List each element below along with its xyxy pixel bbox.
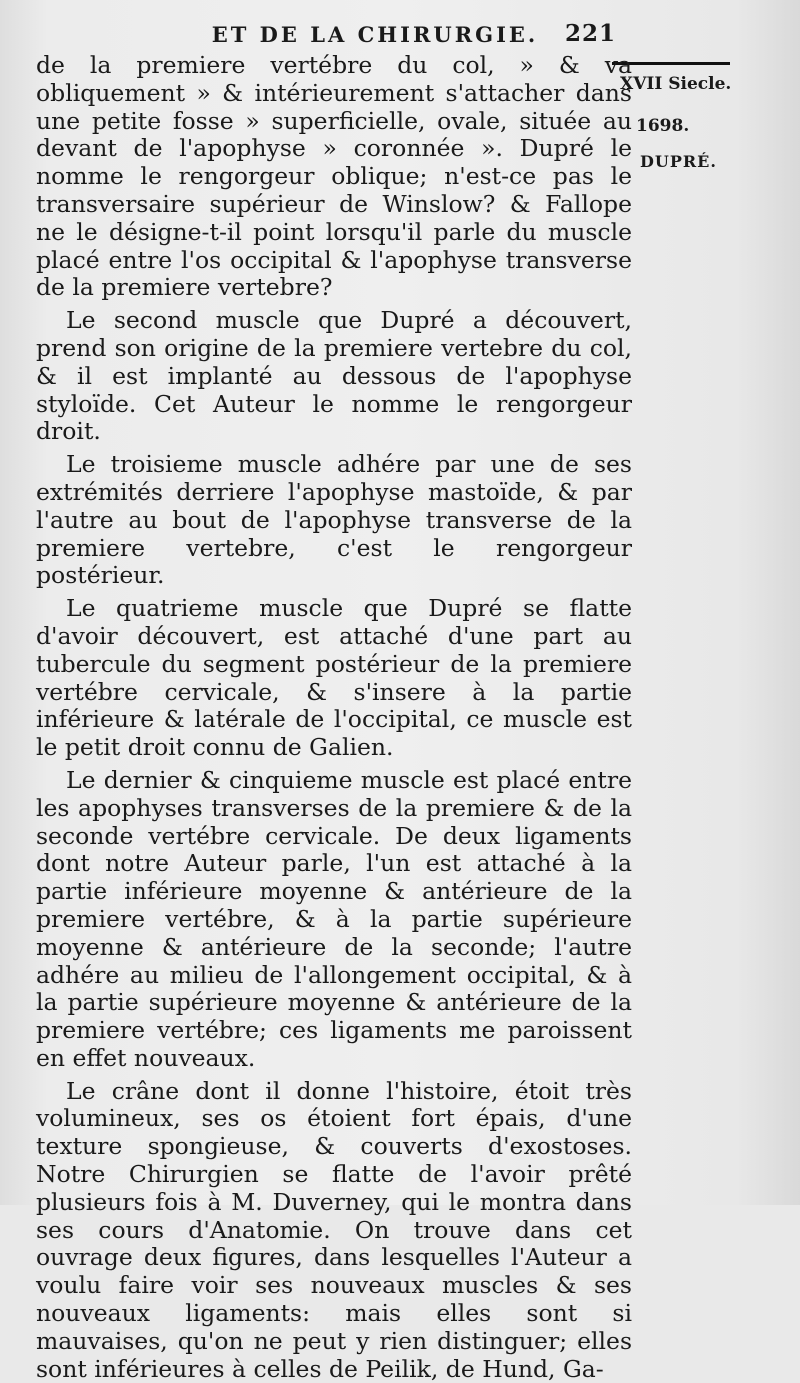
paragraph-second-muscle: Le second muscle que Dupré a découvert, prend son origine de la premiere vertebre du col, & il est implanté au dessous de l'apophyse styloïde. Cet Auteur le nomme le rengorgeur droit. xyxy=(36,306,632,446)
margin-year: 1698. xyxy=(636,116,690,136)
paragraph-third-muscle: Le troisieme muscle adhére par une de ses extrémités derriere l'apophyse mastoïde, & par l'autre au bout de l'apophyse transverse de la premiere vertebre, c'est le rengorgeur postérieur. xyxy=(36,450,632,590)
paragraph-continuation: de la premiere vertébre du col, » & va obliquement » & intérieurement s'attacher dans une petite fosse » superficielle, ovale, située au devant de l'apophyse » coronnée ». Dupré le nomme le rengorgeur oblique; n'est-ce pas le transversaire supérieur de Winslow? & Fallope ne le désigne-t-il point lorsqu'il parle du muscle placé entre l'os occipital & l'apophyse transverse de la premiere vertebre? xyxy=(36,51,632,302)
paragraph-skull: Le crâne dont il donne l'histoire, étoit très volumineux, ses os étoient fort épais, d'une texture spongieuse, & couverts d'exostoses. Notre Chirurgien se flatte de l'avoir prêté plusieurs fois à M. Duverney, qui le montra dans ses cours d'Anatomie. On trouve dans cet ouvrage deux figures, dans lesquelles l'Auteur a voulu faire voir ses nouveaux muscles & ses nouveaux ligaments: mais elles sont si mauvaises, qu'on ne peut y rien distinguer; elles sont inférieures à celles de Peilik, de Hund, Ga- xyxy=(36,1076,632,1383)
running-head: ET DE LA CHIRURGIE. xyxy=(211,22,539,47)
body-text xyxy=(36,52,632,1383)
paragraph-fifth-muscle: Le dernier & cinquieme muscle est placé entre les apophyses transverses de la premiere & de la seconde vertébre cervicale. De deux ligaments dont notre Auteur parle, l'un est attaché à la partie inférieure moyenne & antérieure de la premiere vertébre, & à la partie supérieure moyenne & antérieure de la seconde; l'autre adhére au milieu de l'allongement occipital, & à la partie supérieure moyenne & antérieure de la premiere vertébre; ces ligaments me paroissent en effet nouveaux. xyxy=(36,765,632,1072)
margin-author: DUPRÉ. xyxy=(640,152,717,171)
page-number: 221 xyxy=(565,20,617,47)
margin-century: XVII Siecle. xyxy=(620,74,732,94)
paragraph-fourth-muscle: Le quatrieme muscle que Dupré se flatte d'avoir découvert, est attaché d'une part au tubercule du segment postérieur de la premiere vertébre cervicale, & s'insere à la partie inférieure & latérale de l'occipital, ce muscle est le petit droit connu de Galien. xyxy=(36,594,632,762)
